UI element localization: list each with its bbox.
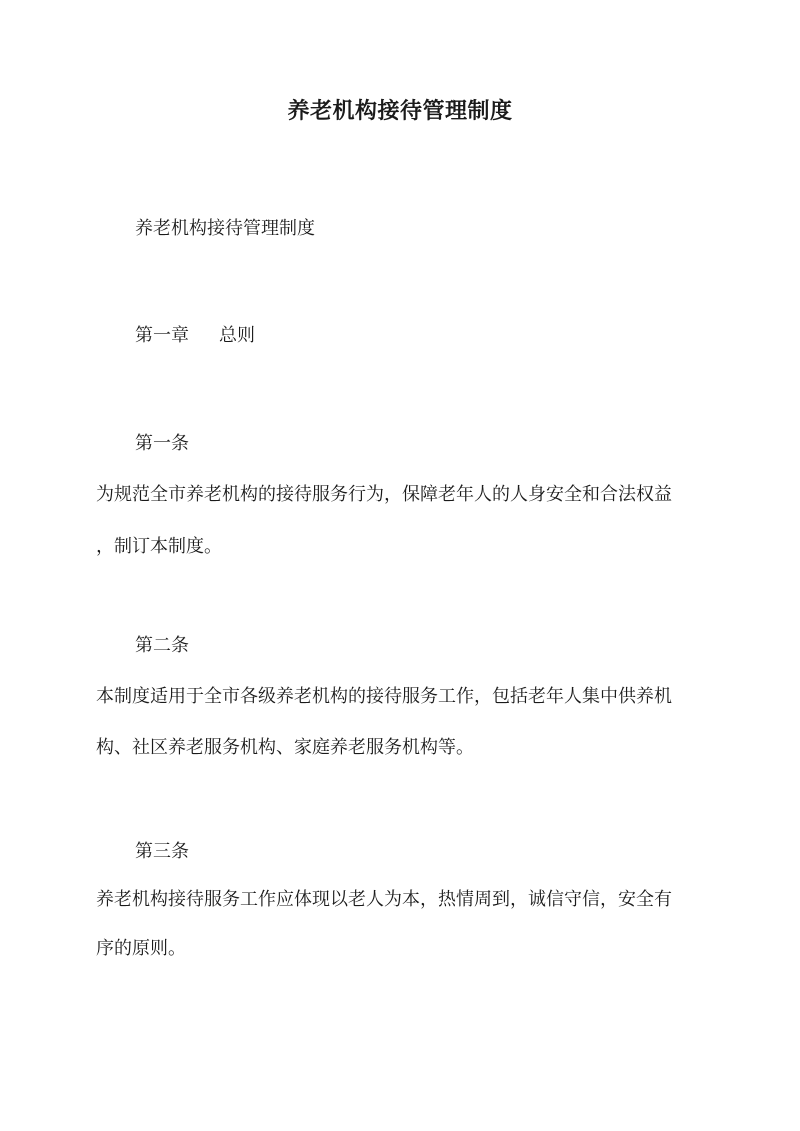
article-text-line: 为规范全市养老机构的接待服务行为，保障老年人的人身安全和合法权益 bbox=[96, 484, 672, 505]
article-text-line: 本制度适用于全市各级养老机构的接待服务工作，包括老年人集中供养机 bbox=[96, 686, 672, 707]
article-text-line: 构、社区养老服务机构、家庭养老服务机构等。 bbox=[96, 737, 474, 758]
article-heading: 第三条 bbox=[135, 841, 189, 862]
article-text-line: ，制订本制度。 bbox=[96, 536, 222, 557]
chapter-number: 第一章 bbox=[135, 325, 189, 346]
document-subtitle: 养老机构接待管理制度 bbox=[135, 218, 315, 239]
article-heading: 第二条 bbox=[135, 635, 189, 656]
document-title: 养老机构接待管理制度 bbox=[287, 98, 513, 124]
article-text-line: 养老机构接待服务工作应体现以老人为本，热情周到，诚信守信，安全有 bbox=[96, 889, 672, 910]
article-text-line: 序的原则。 bbox=[96, 938, 186, 959]
chapter-name: 总则 bbox=[219, 325, 255, 346]
article-heading: 第一条 bbox=[135, 433, 189, 454]
chapter-heading bbox=[135, 323, 255, 349]
